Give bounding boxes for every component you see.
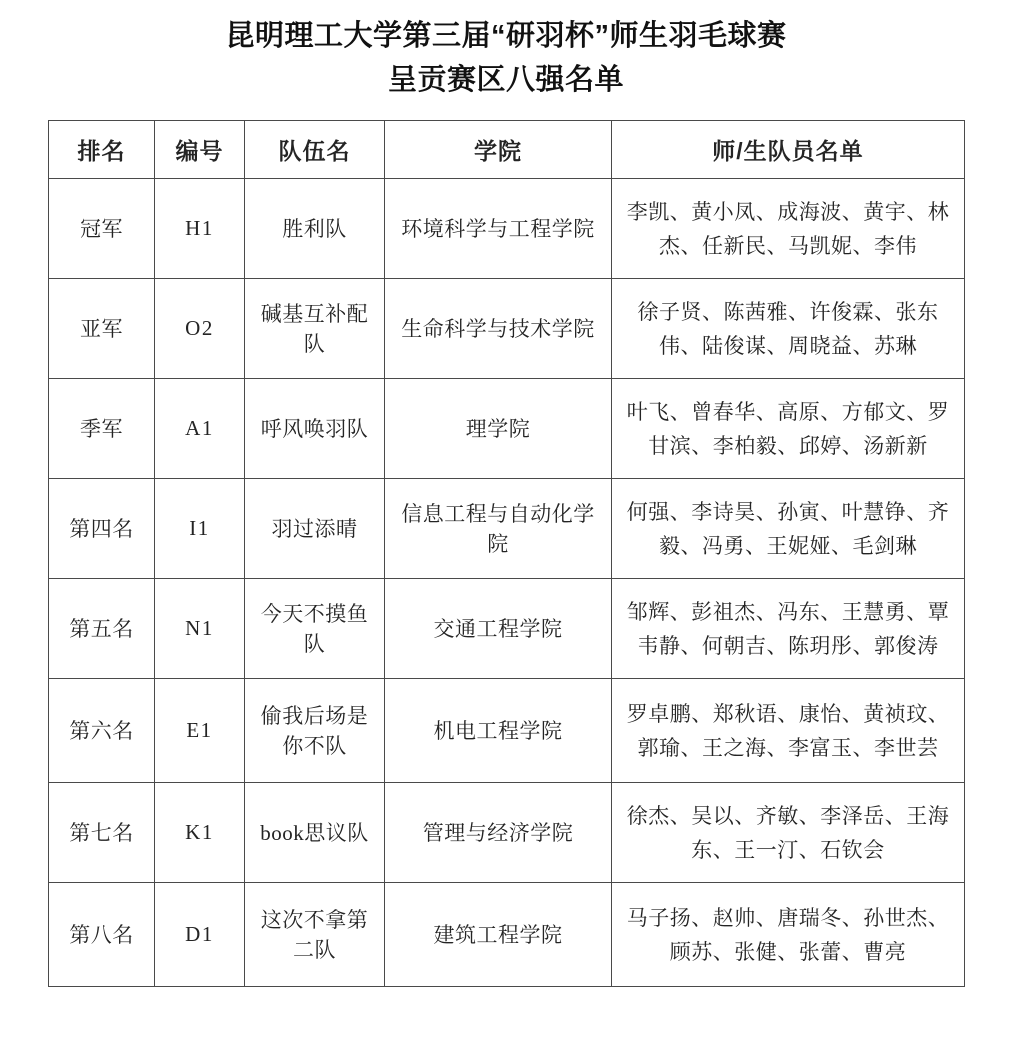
cell-members: 罗卓鹏、郑秋语、康怡、黄祯玟、郭瑜、王之海、李富玉、李世芸 — [612, 679, 965, 783]
column-header-college: 学院 — [385, 121, 612, 179]
cell-code: D1 — [155, 883, 245, 987]
table-header-row — [49, 121, 965, 179]
table-row — [49, 279, 965, 379]
cell-rank: 第五名 — [49, 579, 155, 679]
table-row — [49, 579, 965, 679]
cell-college: 建筑工程学院 — [385, 883, 612, 987]
cell-rank: 第七名 — [49, 783, 155, 883]
title-line-1: 昆明理工大学第三届“研羽杯”师生羽毛球赛 — [225, 20, 787, 52]
cell-members: 徐子贤、陈茜雅、许俊霖、张东伟、陆俊谋、周晓益、苏琳 — [612, 279, 965, 379]
cell-members: 何强、李诗昊、孙寅、叶慧铮、齐毅、冯勇、王妮娅、毛剑琳 — [612, 479, 965, 579]
cell-rank: 第六名 — [49, 679, 155, 783]
roster-table-container — [48, 120, 964, 987]
title-line-2: 呈贡赛区八强名单 — [387, 64, 624, 96]
cell-code: K1 — [155, 783, 245, 883]
cell-college: 信息工程与自动化学院 — [385, 479, 612, 579]
table-row — [49, 783, 965, 883]
cell-college: 生命科学与技术学院 — [385, 279, 612, 379]
document-title — [0, 0, 1012, 102]
cell-college: 交通工程学院 — [385, 579, 612, 679]
column-header-rank: 排名 — [49, 121, 155, 179]
cell-team: 偷我后场是你不队 — [245, 679, 385, 783]
cell-team: book思议队 — [245, 783, 385, 883]
cell-rank: 冠军 — [49, 179, 155, 279]
table-row — [49, 479, 965, 579]
cell-team: 碱基互补配队 — [245, 279, 385, 379]
table-row — [49, 679, 965, 783]
cell-college: 理学院 — [385, 379, 612, 479]
cell-code: N1 — [155, 579, 245, 679]
column-header-code: 编号 — [155, 121, 245, 179]
cell-members: 叶飞、曾春华、高原、方郁文、罗甘滨、李柏毅、邱婷、汤新新 — [612, 379, 965, 479]
cell-college: 机电工程学院 — [385, 679, 612, 783]
roster-table — [48, 120, 965, 987]
column-header-team: 队伍名 — [245, 121, 385, 179]
cell-rank: 季军 — [49, 379, 155, 479]
cell-code: A1 — [155, 379, 245, 479]
cell-code: E1 — [155, 679, 245, 783]
cell-members: 邹辉、彭祖杰、冯东、王慧勇、覃韦静、何朝吉、陈玥彤、郭俊涛 — [612, 579, 965, 679]
table-row — [49, 883, 965, 987]
cell-rank: 第四名 — [49, 479, 155, 579]
cell-code: I1 — [155, 479, 245, 579]
cell-rank: 第八名 — [49, 883, 155, 987]
cell-code: H1 — [155, 179, 245, 279]
cell-college: 环境科学与工程学院 — [385, 179, 612, 279]
cell-members: 马子扬、赵帅、唐瑞冬、孙世杰、顾苏、张健、张蕾、曹亮 — [612, 883, 965, 987]
cell-team: 胜利队 — [245, 179, 385, 279]
cell-college: 管理与经济学院 — [385, 783, 612, 883]
cell-members: 徐杰、吴以、齐敏、李泽岳、王海东、王一汀、石钦会 — [612, 783, 965, 883]
column-header-members: 师/生队员名单 — [612, 121, 965, 179]
table-row — [49, 179, 965, 279]
cell-team: 这次不拿第二队 — [245, 883, 385, 987]
cell-team: 呼风唤羽队 — [245, 379, 385, 479]
cell-members: 李凯、黄小凤、成海波、黄宇、林杰、任新民、马凯妮、李伟 — [612, 179, 965, 279]
cell-team: 羽过添晴 — [245, 479, 385, 579]
cell-team: 今天不摸鱼队 — [245, 579, 385, 679]
cell-rank: 亚军 — [49, 279, 155, 379]
table-row — [49, 379, 965, 479]
table-body — [49, 179, 965, 987]
table-header — [49, 121, 965, 179]
cell-code: O2 — [155, 279, 245, 379]
